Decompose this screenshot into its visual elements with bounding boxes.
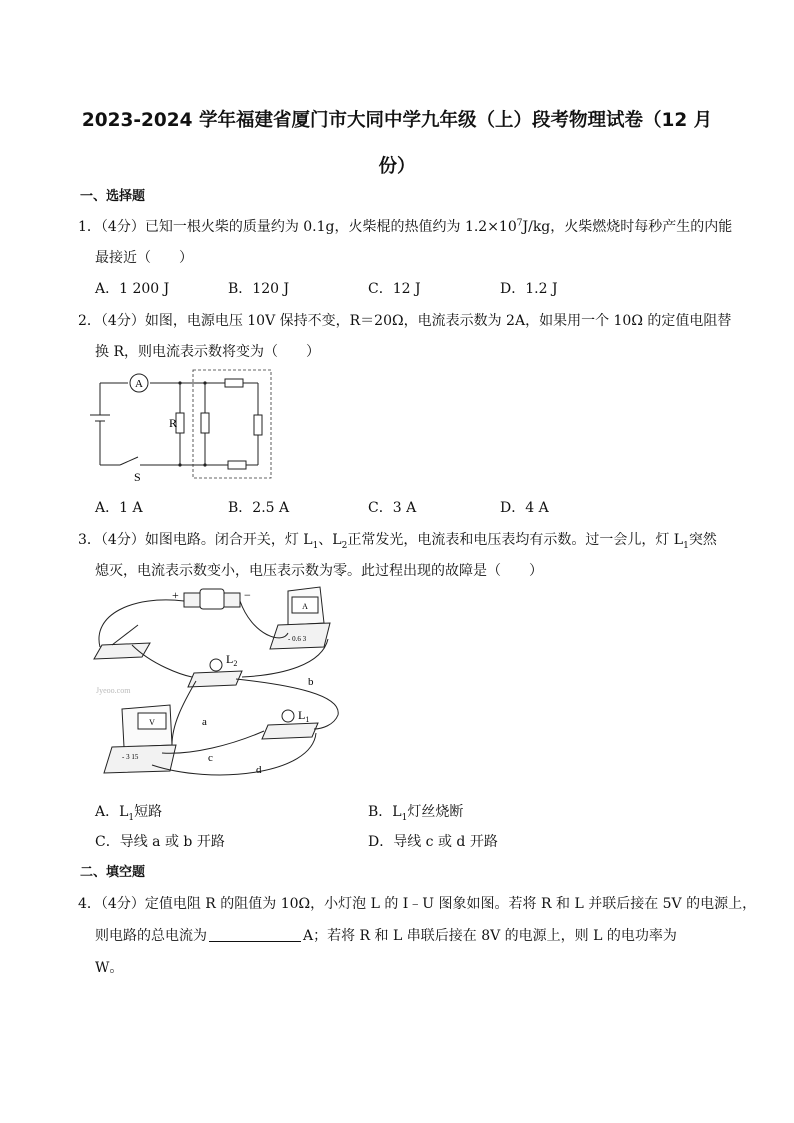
q3-lamp2-label: $L_2$	[226, 652, 238, 668]
q3-text-line1: 3．（4分）如图电路。闭合开关，灯 $L_1$、$L_2$正常发光，电流表和电压表均有示数。过一会儿，灯 $L_1$突然	[78, 532, 717, 551]
q2-circuit-diagram	[90, 365, 280, 485]
section-heading-choice: 一、选择题	[80, 189, 146, 204]
q4-text-line1: 4．（4分）定值电阻 R 的阻值为 10Ω，小灯泡 L 的 I﹣U 图象如图。若将 R 和 L 并联后接在 5V 的电源上，	[78, 896, 757, 912]
q3-ammeter-label: A	[302, 602, 308, 611]
q1-text-line2: 最接近（ ）	[95, 250, 193, 266]
title-line-2: 份）	[378, 156, 416, 177]
q2-option-c[interactable]: C．3 A	[368, 500, 417, 516]
page-title	[60, 98, 734, 190]
q4-answer-blank[interactable]	[209, 927, 301, 942]
q3-option-c[interactable]: C．导线 a 或 b 开路	[95, 834, 225, 850]
q2-option-a[interactable]: A．1 A	[95, 500, 143, 516]
q3-text-line2: 熄灭，电流表示数变小，电压表示数为零。此过程出现的故障是（ ）	[95, 563, 543, 579]
q1-option-c[interactable]: C．12 J	[368, 281, 421, 297]
q3-option-a[interactable]: A．$L_1$短路	[95, 804, 163, 823]
q2-option-d[interactable]: D．4 A	[500, 500, 549, 516]
q3-voltmeter-scale: - 3 15	[122, 753, 139, 761]
q3-wire-b-label: b	[308, 676, 314, 688]
q3-ammeter-scale: - 0.6 3	[288, 635, 307, 643]
q3-watermark: Jyeoo.com	[96, 686, 131, 695]
q3-lamp1-label: $L_1$	[298, 708, 310, 724]
q3-option-d[interactable]: D．导线 c 或 d 开路	[368, 834, 498, 850]
q2-switch-label: S	[134, 470, 141, 484]
q3-battery-minus: −	[244, 588, 251, 602]
q3-battery-plus: +	[172, 588, 179, 602]
q2-option-b[interactable]: B．2.5 A	[228, 500, 290, 516]
q3-wire-a-label: a	[202, 716, 207, 728]
q4-text-line3: W。	[95, 960, 124, 976]
section-heading-fill: 二、填空题	[80, 865, 146, 880]
title-line-1: 2023-2024 学年福建省厦门市大同中学九年级（上）段考物理试卷（12 月	[81, 110, 713, 131]
q1-option-b[interactable]: B．120 J	[228, 281, 290, 297]
q3-wire-d-label: d	[256, 764, 262, 776]
q4-text-line2: 则电路的总电流为 A；若将 R 和 L 串联后接在 8V 的电源上，则 L 的电功率为	[95, 928, 677, 944]
q1-text-line1: 1．（4分）已知一根火柴的质量约为 0.1g，火柴棍的热值约为 $1.2\times 10^7J/kg$，火柴燃烧时每秒产生的内能	[78, 218, 733, 235]
q1-option-a[interactable]: A．1 200 J	[95, 281, 170, 297]
q2-text-line2: 换 R，则电流表示数将变为（ ）	[95, 344, 320, 360]
q2-ammeter-label: A	[135, 378, 143, 390]
q2-resistor-label: R	[169, 416, 178, 430]
q3-circuit-picture	[92, 585, 372, 785]
q3-wire-c-label: c	[208, 752, 213, 764]
q3-option-b[interactable]: B．$L_1$灯丝烧断	[368, 804, 464, 823]
q1-option-d[interactable]: D．1.2 J	[500, 281, 558, 297]
q3-voltmeter-label: V	[149, 718, 155, 727]
q2-text-line1: 2．（4分）如图，电源电压 10V 保持不变，R＝20Ω，电流表示数为 2A，如果用一个 10Ω 的定值电阻替	[78, 313, 732, 329]
